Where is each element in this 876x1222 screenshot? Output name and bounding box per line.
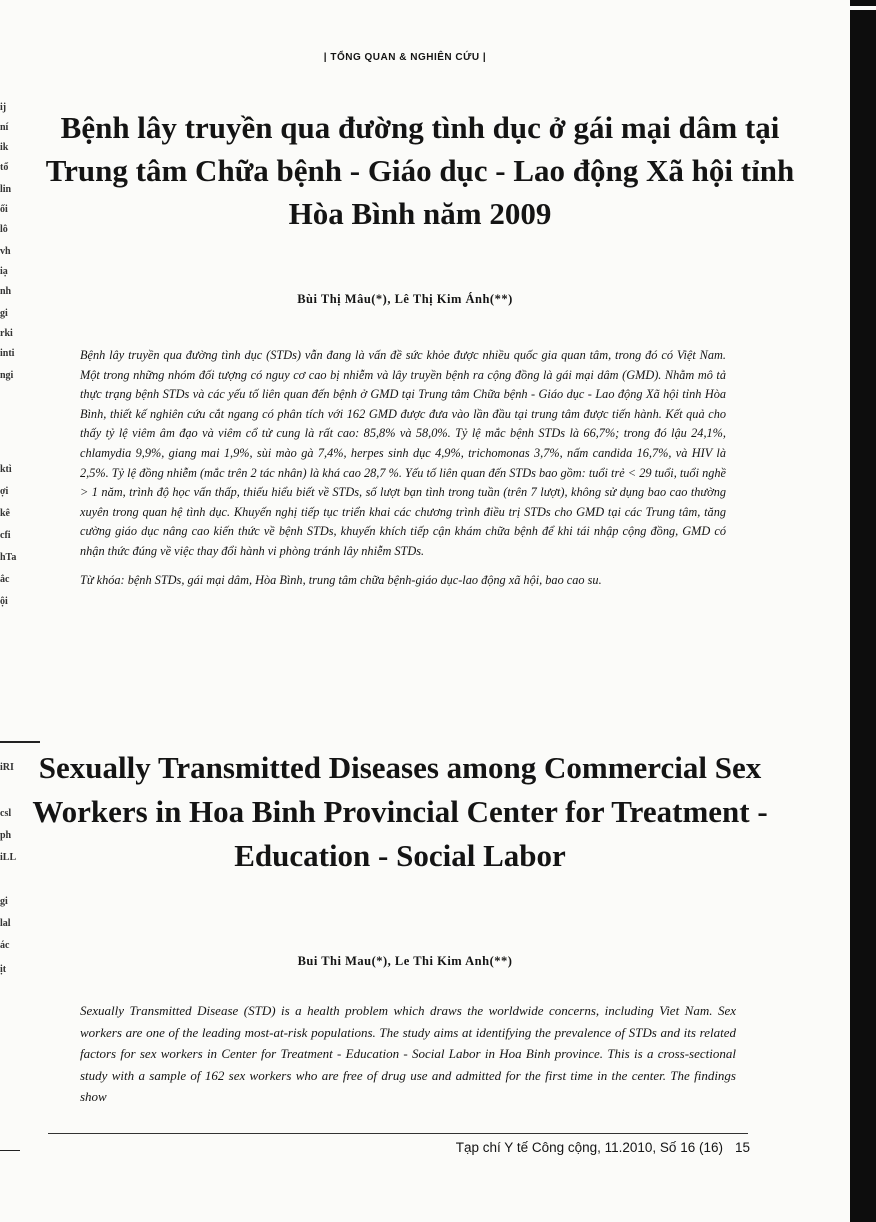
margin-fragment: nh: [0, 286, 12, 297]
margin-fragment: ik: [0, 142, 9, 153]
margin-fragment: ịt: [0, 964, 7, 975]
margin-fragment: ợi: [0, 486, 9, 497]
margin-fragment: gi: [0, 896, 8, 907]
margin-fragment: gi: [0, 308, 8, 319]
page-footer: [300, 1140, 750, 1155]
margin-fragment: inti: [0, 348, 15, 359]
scan-edge-bar: [850, 0, 876, 1222]
margin-fragment: ij: [0, 102, 7, 113]
margin-fragment: ác: [0, 940, 10, 951]
margin-fragment: ắc: [0, 574, 10, 585]
footer-rule: [48, 1133, 748, 1134]
margin-fragment: iRI: [0, 762, 14, 773]
margin-fragment: kê: [0, 508, 10, 519]
authors-vi: Bùi Thị Mâu(*), Lê Thị Kim Ánh(**): [297, 292, 513, 306]
margin-fragment: csl: [0, 808, 12, 819]
page-number: 15: [734, 1140, 750, 1155]
margin-fragment: ph: [0, 830, 12, 841]
abstract-vi-text: Bệnh lây truyền qua đường tình dục (STDs) vẫn đang là vấn đề sức khỏe được nhiều quốc gia quan tâm, trong đó có Việt Nam. Một trong những nhóm đối tượng có nguy cơ cao bị nhiễm và lây truyền bệnh ra cộng đồng là gái mại dâm (GMD). Nhằm mô tả thực trạng bệnh STDs và các yếu tố liên quan đến bệnh ở GMD tại Trung tâm Chữa bệnh - Giáo dục - Lao động Xã hội tỉnh Hòa Bình, thiết kế nghiên cứu cắt ngang có phân tích với 162 GMD được đưa vào lần đầu tại trung tâm được tiến hành. Kết quả cho thấy tỷ lệ viêm âm đạo và viêm cổ tử cung là rất cao: 85,8% và 58,0%. Tỷ lệ mắc bệnh STDs là 66,7%; trong đó lậu 24,1%, chlamydia 9,9%, giang mai 1,9%, sùi mào gà 7,4%, herpes sinh dục 4,9%, trichomonas 3,7%, nấm candida 16,7%, và HIV là 2,5%. Tỷ lệ đồng nhiễm (mắc trên 2 tác nhân) là khá cao 28,7 %. Yếu tố liên quan đến STDs bao gồm: tuổi trẻ < 29 tuổi, tuổi nghề > 1 năm, trình độ học vấn thấp, thiếu hiểu biết về STDs, số lượt bạn tình trong tuần (trên 7 lượt), không sử dụng bao cao thường xuyên trong quan hệ tình dục. Khuyến nghị tiếp tục triển khai các chương trình điều trị STDs cho GMD tại các Trung tâm, tăng cường giáo dục nâng cao kiến thức về bệnh STDs, khuyến khích tiếp cận khám chữa bệnh để khi tái nhập cộng đồng, GMD có nhận thức đúng về việc thay đổi hành vi phòng tránh lây nhiễm STDs.: [80, 348, 726, 558]
left-margin-rule: [0, 741, 40, 743]
abstract-en: Sexually Transmitted Disease (STD) is a health problem which draws the worldwide concerns, including Viet Nam. Sex workers are one of the leading most-at-risk populations. The study aims at identifying the prevalence of STDs and its related factors for sex workers in Center for Treatment - Education - Social Labor in Hoa Binh province. This is a cross-sectional study with a sample of 162 sex workers who are free of drug use and admitted for the first time in the center. The findings show: [80, 1003, 736, 1104]
margin-fragment: vh: [0, 246, 11, 257]
keywords-vi: Từ khóa: bệnh STDs, gái mại dâm, Hòa Bình, trung tâm chữa bệnh-giáo dục-lao động xã hội, bao cao su.: [80, 572, 602, 587]
margin-fragment: iLL: [0, 852, 17, 863]
scan-edge-notch: [850, 6, 876, 10]
article-title-vi: Bệnh lây truyền qua đường tình dục ở gái mại dâm tại Trung tâm Chữa bệnh - Giáo dục - Lao động Xã hội tỉnh Hòa Bình năm 2009: [45, 110, 795, 231]
left-margin-rule: [0, 1150, 20, 1151]
margin-fragment: ngi: [0, 370, 14, 381]
margin-fragment: ktì: [0, 464, 12, 475]
margin-fragment: lal: [0, 918, 11, 929]
margin-fragment: lô: [0, 224, 8, 235]
margin-fragment: iạ: [0, 266, 8, 277]
article-title-en: Sexually Transmitted Diseases among Commercial Sex Workers in Hoa Binh Provincial Center for Treatment - Education - Social Labor: [32, 750, 768, 873]
authors-en: Bui Thi Mau(*), Le Thi Kim Anh(**): [297, 954, 513, 968]
margin-fragment: tổ: [0, 162, 9, 173]
margin-fragment: lin: [0, 184, 12, 195]
margin-fragment: hTa: [0, 552, 17, 563]
margin-fragment: rki: [0, 328, 13, 339]
margin-fragment: ội: [0, 596, 8, 607]
margin-fragment: cfi: [0, 530, 11, 541]
section-header: | TỔNG QUAN & NGHIÊN CỨU |: [323, 52, 487, 63]
margin-fragment: ní: [0, 122, 9, 133]
journal-citation: Tạp chí Y tế Công cộng, 11.2010, Số 16 (16): [455, 1140, 723, 1155]
margin-fragment: ối: [0, 204, 8, 215]
abstract-vi: [80, 346, 726, 590]
